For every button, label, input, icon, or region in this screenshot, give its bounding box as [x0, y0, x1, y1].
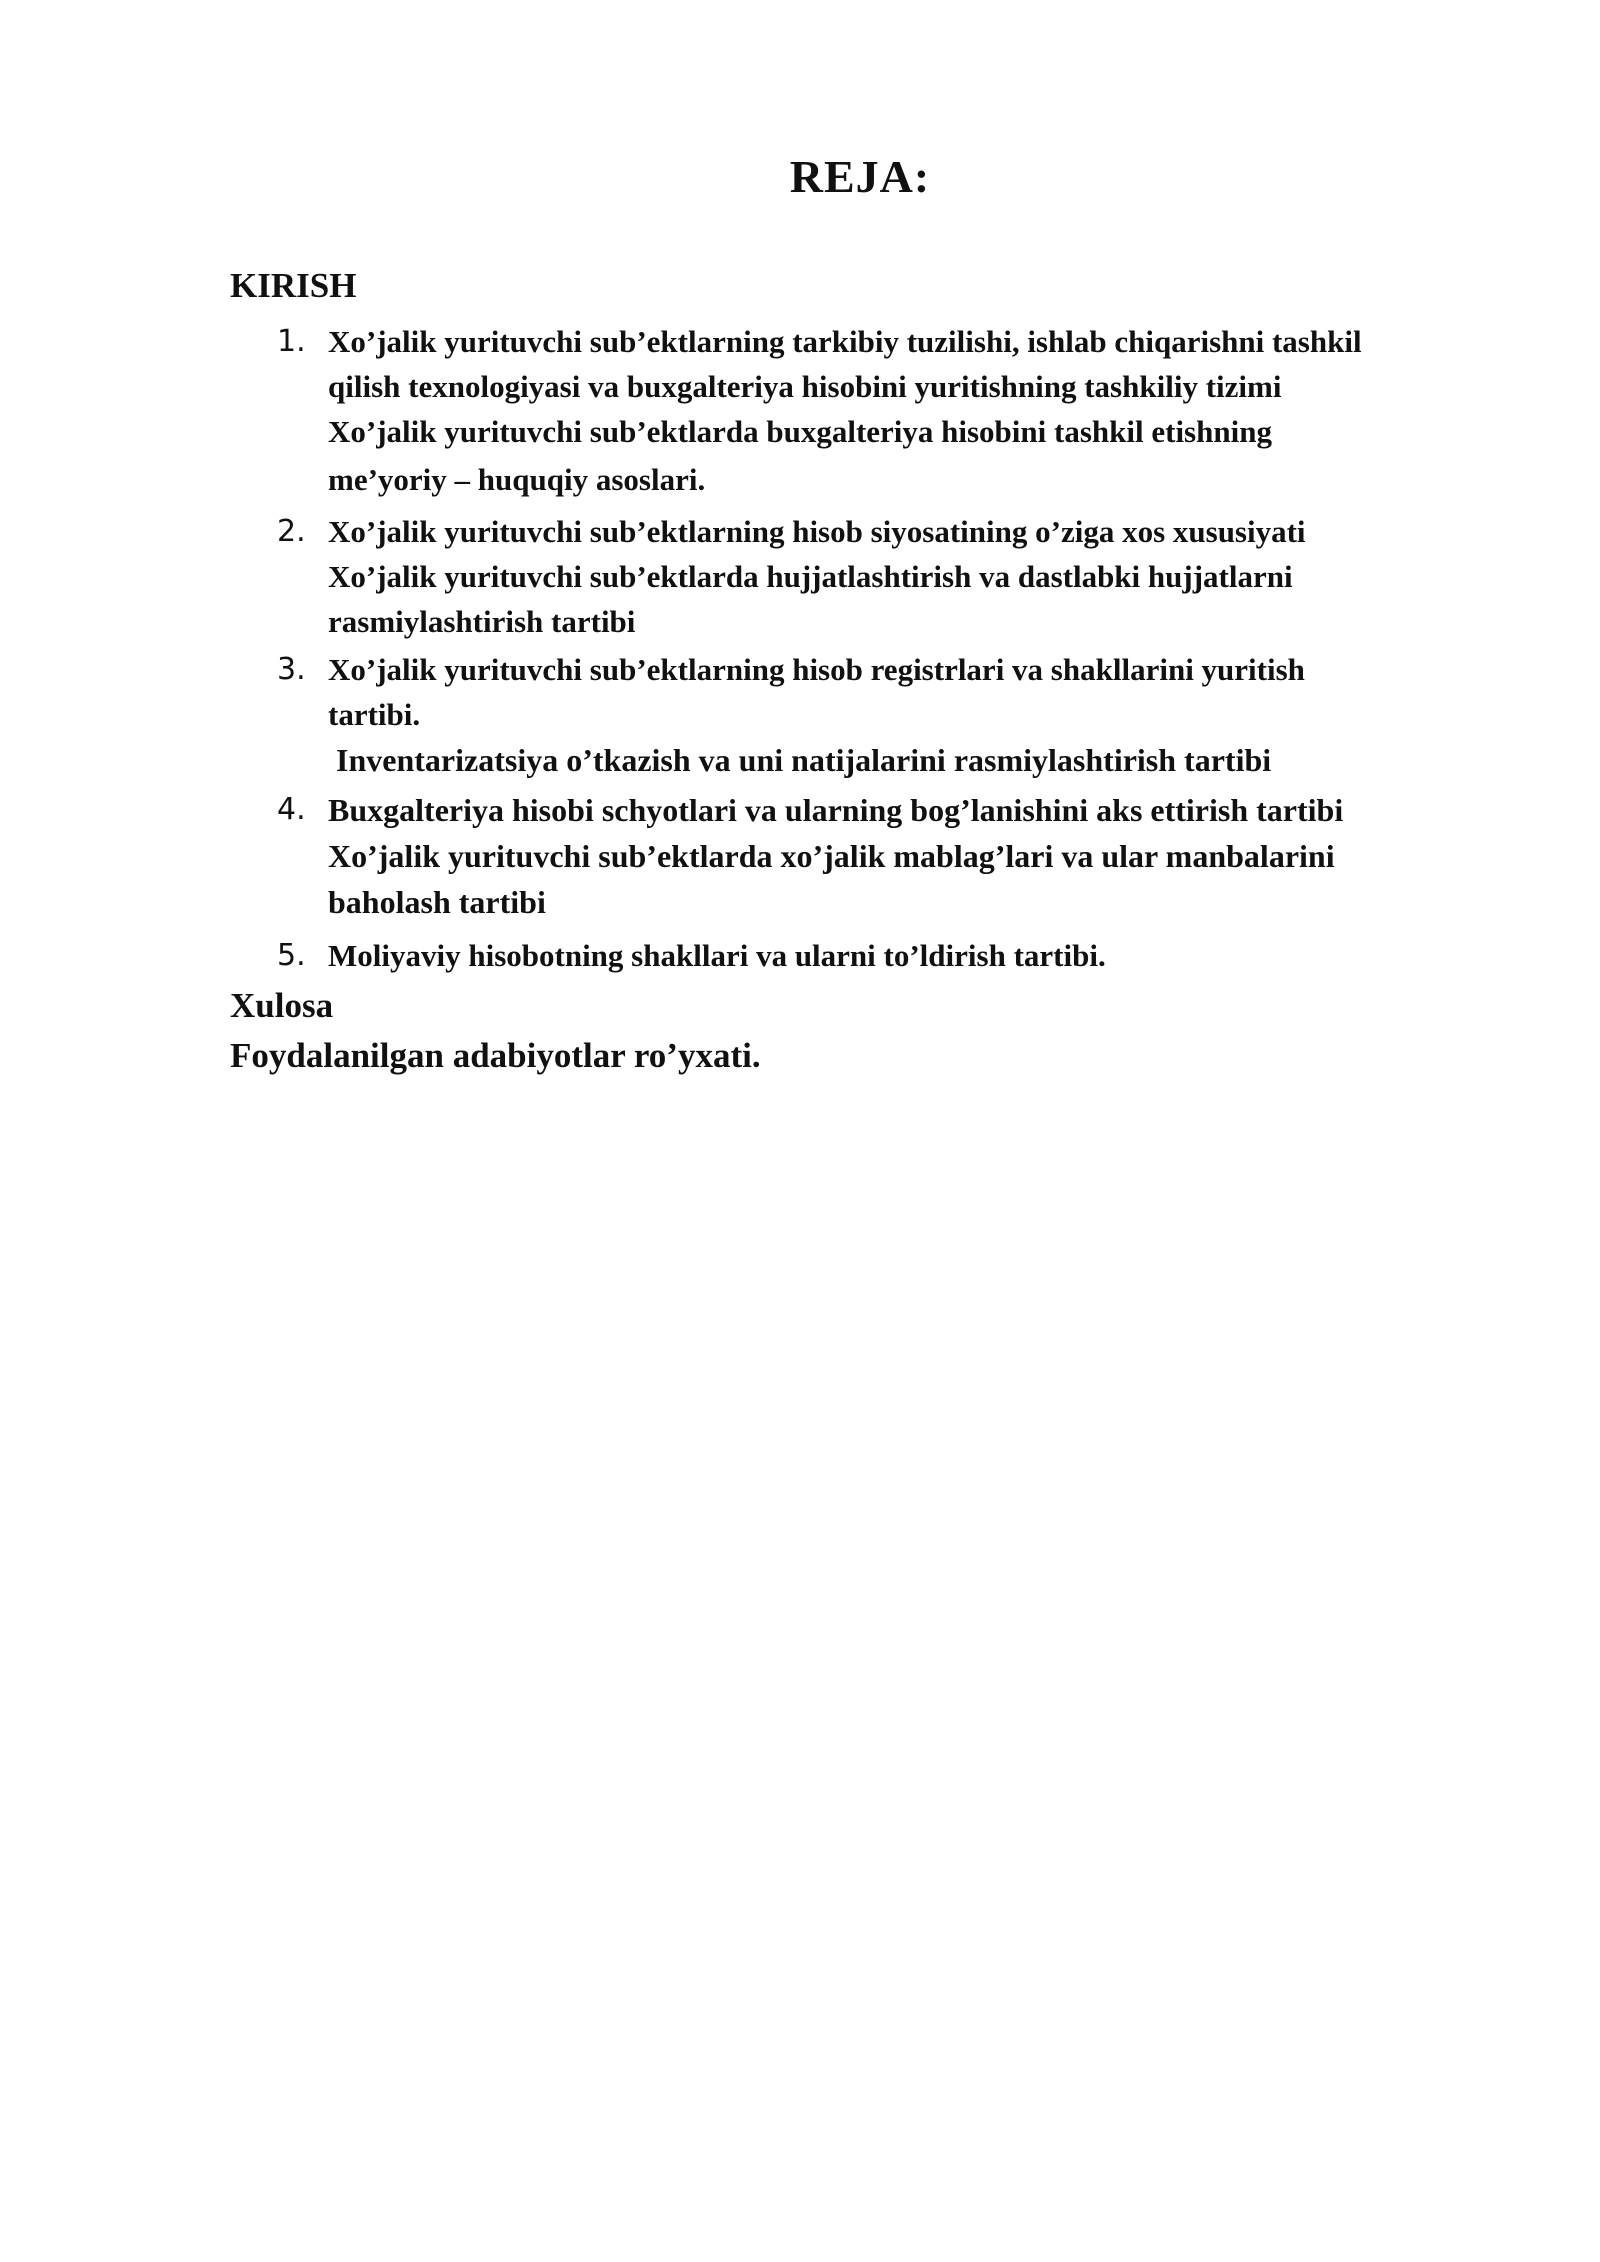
- intro-heading: KIRISH: [230, 266, 357, 305]
- plan-item-line: baholash tartibi: [328, 884, 546, 920]
- plan-item-line: me’yoriy – huquqiy asoslari.: [328, 462, 706, 497]
- plan-item-number: 4.: [277, 792, 306, 827]
- plan-item-line: Inventarizatsiya o’tkazish va uni natijalarini rasmiylashtirish tartibi: [336, 742, 1272, 778]
- page-title: REJA:: [789, 151, 931, 202]
- plan-item-line: qilish texnologiyasi va buxgalteriya hisobini yuritishning tashkiliy tizimi: [328, 369, 1282, 404]
- plan-item-number: 3.: [277, 652, 306, 687]
- plan-item-number: 1.: [277, 324, 306, 359]
- plan-item-line: Buxgalteriya hisobi schyotlari va ularning bog’lanishini aks ettirish tartibi: [328, 792, 1344, 828]
- conclusion-heading: Xulosa: [230, 986, 334, 1025]
- plan-item-line: Moliyaviy hisobotning shakllari va ularni to’ldirish tartibi.: [328, 938, 1106, 973]
- plan-item-line: Xo’jalik yurituvchi sub’ektlarning tarkibiy tuzilishi, ishlab chiqarishni tashkil: [328, 324, 1362, 359]
- plan-item-line: tartibi.: [328, 697, 421, 732]
- plan-item-number: 2.: [277, 514, 306, 549]
- plan-item-line: rasmiylashtirish tartibi: [328, 604, 636, 639]
- references-heading: Foydalanilgan adabiyotlar ro’yxati.: [230, 1036, 761, 1075]
- plan-item-line: Xo’jalik yurituvchi sub’ektlarda buxgalteriya hisobini tashkil etishning: [328, 414, 1272, 449]
- plan-item-line: Xo’jalik yurituvchi sub’ektlarning hisob registrlari va shakllarini yuritish: [328, 652, 1305, 687]
- plan-item-line: Xo’jalik yurituvchi sub’ektlarda hujjatlashtirish va dastlabki hujjatlarni: [328, 559, 1293, 594]
- plan-item-line: Xo’jalik yurituvchi sub’ektlarning hisob siyosatining o’ziga xos xususiyati: [328, 514, 1306, 549]
- plan-item-line: Xo’jalik yurituvchi sub’ektlarda xo’jalik mablag’lari va ular manbalarini: [328, 838, 1335, 874]
- plan-item-number: 5.: [277, 938, 306, 973]
